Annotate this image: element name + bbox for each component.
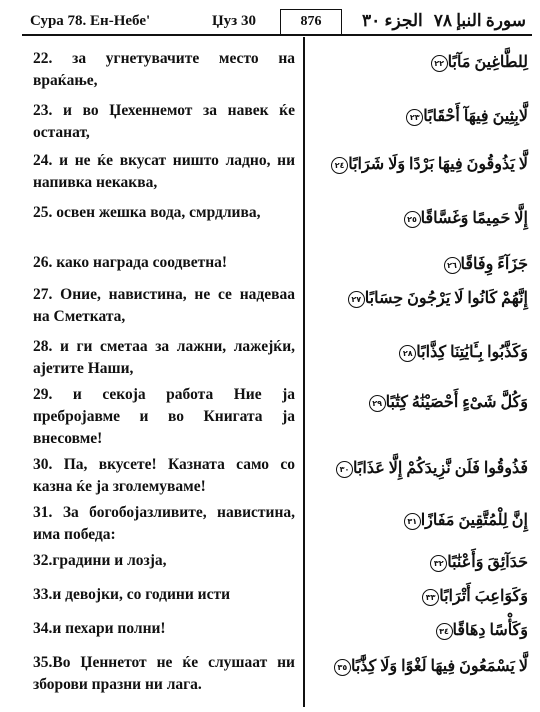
verse-end-medallion-icon: ٣١ [404,513,421,530]
arabic-text: لَّا يَسْمَعُونَ فِيهَا لَغْوًا وَلَا كِذَّٰبًا [350,658,528,675]
verse-end-medallion-icon: ٢٧ [348,291,365,308]
verse-translation [33,502,295,546]
verse-text: за угнетувачите место на враќање, [33,50,295,89]
verse-translation [33,100,295,144]
verse-text: и во Џехеннемот за навек ќе останат, [33,102,295,141]
verse-number: 33. [33,586,53,603]
verse-number: 24. [33,152,53,169]
verse-translation [33,454,295,498]
header-rule [22,34,532,36]
arabic-text: لِلطَّاغِينَ مَآبًا [447,54,528,71]
verse-text: и девојки, со години исти [52,586,231,603]
verse-end-medallion-icon: ٣٥ [334,659,351,676]
column-divider [303,37,305,707]
verse-end-medallion-icon: ٢٥ [404,211,421,228]
verse-translation [33,252,295,274]
verse-end-medallion-icon: ٢٨ [399,345,416,362]
verse-number: 31. [33,504,53,521]
arabic-text: فَذُوقُوا فَلَن نَّزِيدَكُمْ إِلَّا عَذَابًا [353,460,528,477]
juz-label-ar: الجزء ٣٠ [362,11,423,30]
verse-text: Па, вкусете! Казната само со казна ќе ја зголемуваме! [33,456,296,495]
verse-translation [33,284,295,328]
verse-text: како награда соодветна! [56,254,228,271]
verse-number: 28. [33,338,53,355]
verse-arabic [427,552,528,574]
verse-number: 22. [33,50,53,67]
verse-translation [33,584,295,606]
verse-text: и не ќе вкусат ништо ладно, ни напивка некаква, [33,152,296,191]
verse-translation [33,150,295,194]
arabic-text: وَكَأْسًا دِهَاقًا [452,622,528,639]
verse-arabic [366,392,528,414]
verse-arabic [419,586,528,608]
verse-end-medallion-icon: ٢٦ [444,257,461,274]
verse-arabic [403,106,528,128]
verse-translation [33,550,295,572]
verse-end-medallion-icon: ٢٩ [369,395,386,412]
arabic-text: إِنَّهُمْ كَانُوا لَا يَرْجُونَ حِسَابًا [364,290,528,307]
arabic-text: وَكُلَّ شَىْءٍ أَحْصَيْنَٰهُ كِتَٰبًا [385,394,528,411]
verse-text: освен жешка вода, смрдлива, [56,204,261,221]
verse-end-medallion-icon: ٢٢ [431,55,448,72]
verse-text: и ги сметаа за лажни, лажејќи, ајетите Наши, [33,338,295,377]
verse-text: и пехари полни! [52,620,166,637]
verse-number: 29. [33,386,53,403]
verse-arabic [396,342,528,364]
page-header [22,6,532,36]
verse-translation [33,202,295,224]
verse-arabic [345,288,528,310]
page-number: 876 [280,9,342,35]
verse-end-medallion-icon: ٣٤ [436,623,453,640]
verse-number: 26. [33,254,53,271]
verse-end-medallion-icon: ٣٣ [422,589,439,606]
arabic-text: وَكَذَّبُوا بِـَٔايَٰتِنَا كِذَّابًا [416,344,528,361]
verse-arabic [428,52,528,74]
verse-number: 25. [33,204,53,221]
verse-translation [33,384,295,450]
verse-arabic [328,154,528,176]
arabic-text: إِلَّا حَمِيمًا وَغَسَّاقًا [420,210,528,227]
verse-arabic [401,510,528,532]
verse-number: 32. [33,552,53,569]
verse-text: градини и лозја, [52,552,167,569]
verse-end-medallion-icon: ٢٣ [406,109,423,126]
verse-arabic [331,656,528,678]
arabic-text: جَزَآءً وِفَاقًا [460,256,528,273]
verse-text: и секоја работа Ние ја пребројавме и во Книгата ја внесовме! [33,386,296,447]
verse-translation [33,336,295,380]
verse-end-medallion-icon: ٢٤ [331,157,348,174]
verse-number: 23. [33,102,53,119]
verse-number: 27. [33,286,53,303]
arabic-text: لَّا يَذُوقُونَ فِيهَا بَرْدًا وَلَا شَرَابًا [348,156,528,173]
verse-arabic [333,458,528,480]
verse-text: Оние, навистина, не се надеваа на Сметката, [33,286,295,325]
verse-arabic [441,254,528,276]
verse-text: Во Џеннетот не ќе слушаат ни зборови празни ни лага. [33,654,295,693]
juz-label-mk: Џуз 30 [212,13,256,29]
arabic-text: إِنَّ لِلْمُتَّقِينَ مَفَازًا [420,512,528,529]
verse-number: 35. [33,654,53,671]
verse-number: 30. [33,456,53,473]
verse-text: За богобојазливите, навистина, има победа: [33,504,296,543]
verse-number: 34. [33,620,53,637]
verse-arabic [433,620,528,642]
sura-title-ar: سورة النبإ ٧٨ [433,11,526,30]
verse-translation [33,652,295,696]
arabic-text: وَكَوَاعِبَ أَتْرَابًا [439,588,528,605]
verse-end-medallion-icon: ٣٠ [336,461,353,478]
sura-title-mk: Сура 78. Ен-Небе' [30,13,151,29]
verse-end-medallion-icon: ٣٢ [430,555,447,572]
verse-arabic [401,208,528,230]
arabic-text: لَّابِثِينَ فِيهَآ أَحْقَابًا [423,108,528,125]
verse-translation [33,618,295,640]
verse-translation [33,48,295,92]
arabic-text: حَدَآئِقَ وَأَعْنَٰبًا [447,554,528,571]
